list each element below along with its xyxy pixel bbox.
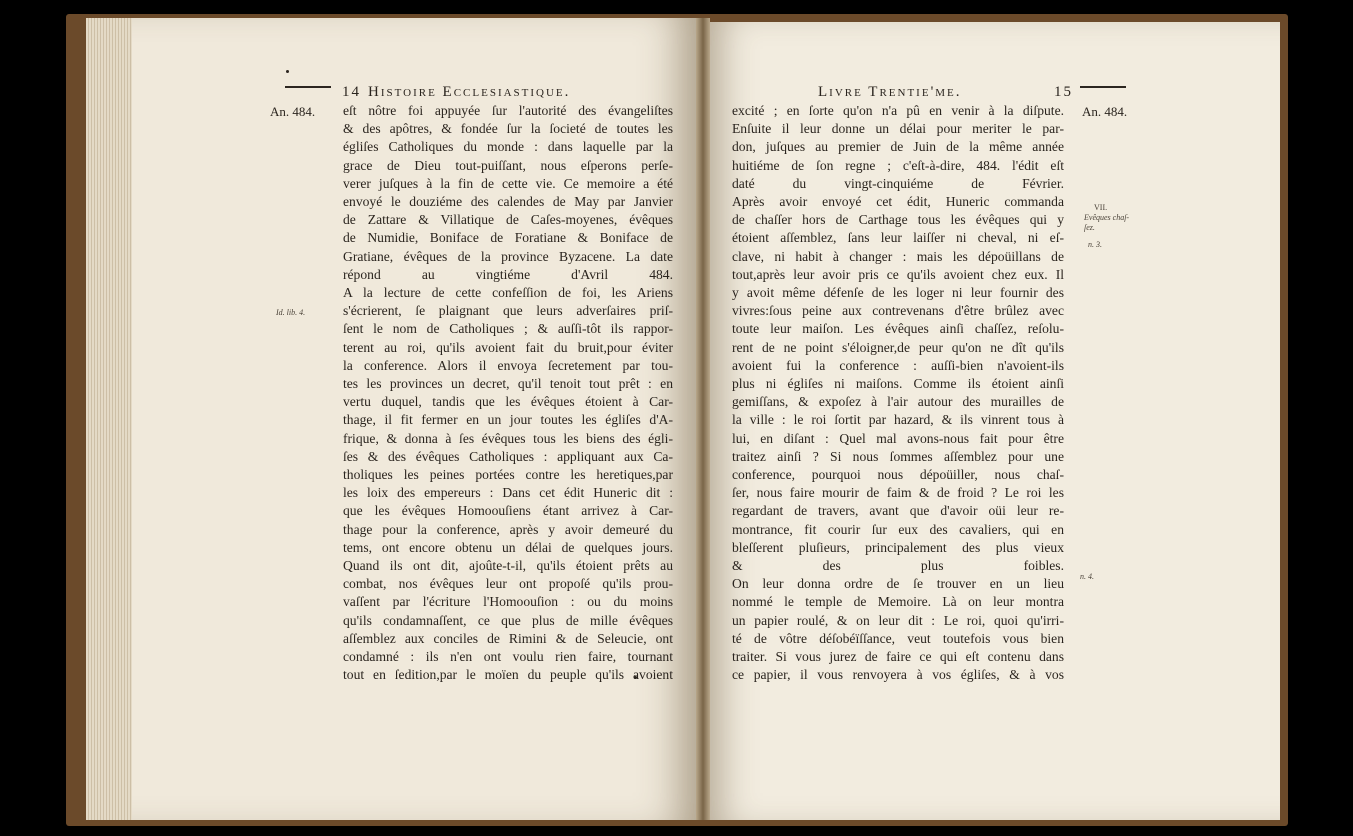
text-line: tes les provinces un decret, qu'il tenoit tout prêt : en [343,376,673,392]
text-line: gemiſſans, & expoſez à l'air autour des murailles de [732,394,1064,410]
text-line: étoient aſſemblez, ſans leur laiſſer ni cheval, ni eſ- [732,230,1064,246]
text-line: toute leur maiſon. Les évêques ainſi chaſſez, reſolu- [732,321,1064,337]
header-rule-right [1080,86,1126,88]
text-line: ſer, nous faire mourir de faim & de froid ? Le roi les [732,485,1064,501]
text-line: la conference. Alors il envoya ſecretement par tou- [343,357,673,373]
text-line: A la lecture de cette confeſſion de foi, les Ariens [343,285,673,301]
text-line: tholiques les peines portées contre les heretiques,par [343,467,673,483]
header-rule-left [285,86,331,88]
text-line: y avoit même défenſe de les loger ni leur fournir des [732,285,1064,301]
text-line: lui, en diſant : Quel mal avons-nous fait pour être [732,430,1064,446]
text-line: conference, pourquoi nous dépoüiller, nous chaſ- [732,467,1064,483]
right-margin-note-1: Evêques chaſ-ſez. [1084,213,1130,232]
right-body-text [732,102,1064,685]
text-line: regardant de travers, avant que d'avoir oüi leur re- [732,503,1064,519]
text-line: té de vôtre déſobéïſſance, veut toutefois vous bien [732,630,1064,646]
ink-dot [286,70,289,73]
left-year-marker: An. 484. [270,104,316,119]
text-line: nommé le temple de Memoire. Là on leur montra [732,594,1064,610]
text-line: qu'ils condamnaſſent, ce que plus de mille évêques [343,612,673,628]
text-line: Gratiane, évêques de la province Byzacene. La date [343,248,673,264]
text-line: condamné : ils n'en ont voulu rien faire, tournant [343,649,673,665]
text-line: thage pour la conference, après y avoir demeuré du [343,521,673,537]
left-page-number: 14 [342,84,361,100]
text-line: égliſes Catholiques du monde : dans laquelle par la [343,139,673,155]
text-line: plus ni égliſes ni maiſons. Comme ils étoient ainſi [732,376,1064,392]
text-line: s'écrierent, ſe plaignant que leurs adverſaires priſ- [343,303,673,319]
text-line: tout,après leur avoir pris ce qu'ils avoient chez eux. Il [732,266,1064,282]
text-line: tout en ſedition,par le moïen du peuple qu'ils avoient [343,667,673,683]
text-line: vertu duquel, tandis que les évêques étoient à Car- [343,394,673,410]
text-line: Quand ils ont dit, ajoûte-t-il, qu'ils étoient prêts au [343,558,673,574]
text-line: thage, il fit fermer en un jour toutes les égliſes d'A- [343,412,673,428]
text-line: bleſſerent pluſieurs, principalement des plus vieux [732,539,1064,555]
left-body-text [343,102,673,685]
text-line: envoyé le douziéme des calendes de May par Janvier [343,194,673,210]
text-line: verer juſques à la fin de cette vie. Ce memoire a été [343,175,673,191]
text-line: aſſemblez aux conciles de Rimini & de Seleucie, ont [343,630,673,646]
text-line: ce papier, il vous renvoyera à vos égliſes, & à vos [732,667,1064,683]
text-line: tems, ont encore obtenu un délai de quelques jours. [343,539,673,555]
right-margin-note-3: n. 4. [1080,572,1094,581]
text-line: traitez ainſi ? Si nous ſommes aſſemblez pour une [732,448,1064,464]
page-edges [86,18,132,820]
text-line: ſent le nom de Catholiques ; & auſſi-tôt ils rappor- [343,321,673,337]
right-year-marker: An. 484. [1082,104,1128,119]
text-line: daté du vingt-cinquiéme de Février. [732,175,1064,191]
text-line: excité ; en ſorte qu'on n'a pû en venir à la diſpute. [732,103,1064,118]
text-line: frique, & donna à ſes évêques tous les biens des égli- [343,430,673,446]
text-line: que les évêques Homoouſiens étant arrivez à Car- [343,503,673,519]
text-line: de chaſſer hors de Carthage tous les évêques qui y [732,212,1064,228]
text-line: ſes & des évêques Catholiques : appliquant aux Ca- [343,448,673,464]
left-running-head: Histoire Ecclesiastique. [368,84,571,100]
right-margin-note-2: n. 3. [1088,240,1102,249]
text-line: grace de Dieu tout-puiſſant, nous eſperons perſe- [343,157,673,173]
text-line: & des plus foibles. [732,558,1064,574]
text-line: rent de ne point s'éloigner,de peur qu'on ne dît qu'ils [732,339,1064,355]
text-line: traiter. Si vous jurez de faire ce qui eſt contenu dans [732,649,1064,665]
text-line: montrance, fit courir ſur eux des cavaliers, qui en [732,521,1064,537]
text-line: & des apôtres, & fondée ſur la ſocieté de toutes les [343,121,673,137]
right-running-head: Livre Trentie'me. [818,84,962,100]
text-line: les loix des empereurs : Dans cet édit Huneric dit : [343,485,673,501]
text-line: Après avoir envoyé cet édit, Huneric commanda [732,194,1064,210]
text-line: clave, ni habit à changer : mais les dépoüillans de [732,248,1064,264]
text-line: vaſſent par l'écriture l'Homoouſion : ou du moins [343,594,673,610]
text-line: Enſuite il leur donne un délai pour meriter le par- [732,121,1064,137]
text-line: combat, nos évêques leur ont propoſé qu'ils prou- [343,576,673,592]
text-line: don, juſques au premier de Juin de la même année [732,139,1064,155]
left-margin-note: Id. lib. 4. [276,308,306,317]
text-line: eſt nôtre foi appuyée ſur l'autorité des évangeliſtes [343,103,673,118]
text-line: répond au vingtiéme d'Avril 484. [343,266,673,282]
book-gutter [696,18,710,820]
text-line: de Numidie, Boniface de Foratiane & Boniface de [343,230,673,246]
text-line: un papier roulé, & on leur dit : Le roi, quoi qu'irri- [732,612,1064,628]
text-line: huitiéme de ſon regne ; c'eſt-à-dire, 484. l'édit eſt [732,157,1064,173]
right-margin-section: VII. [1094,203,1108,212]
text-line: avoient fui la conference : auſſi-bien n'avoient-ils [732,357,1064,373]
text-line: vivres:ſous peine aux contrevenans d'être brûlez avec [732,303,1064,319]
right-page-number: 15 [1054,84,1073,100]
text-line: de Zattare & Villatique de Caſes-moyenes, évêques [343,212,673,228]
text-line: la ville : le roi ſortit par hazard, & ils vinrent tous à [732,412,1064,428]
text-line: terent au roi, qu'ils avoient fait du bruit,pour éviter [343,339,673,355]
text-line: On leur donna ordre de ſe trouver en un lieu [732,576,1064,592]
